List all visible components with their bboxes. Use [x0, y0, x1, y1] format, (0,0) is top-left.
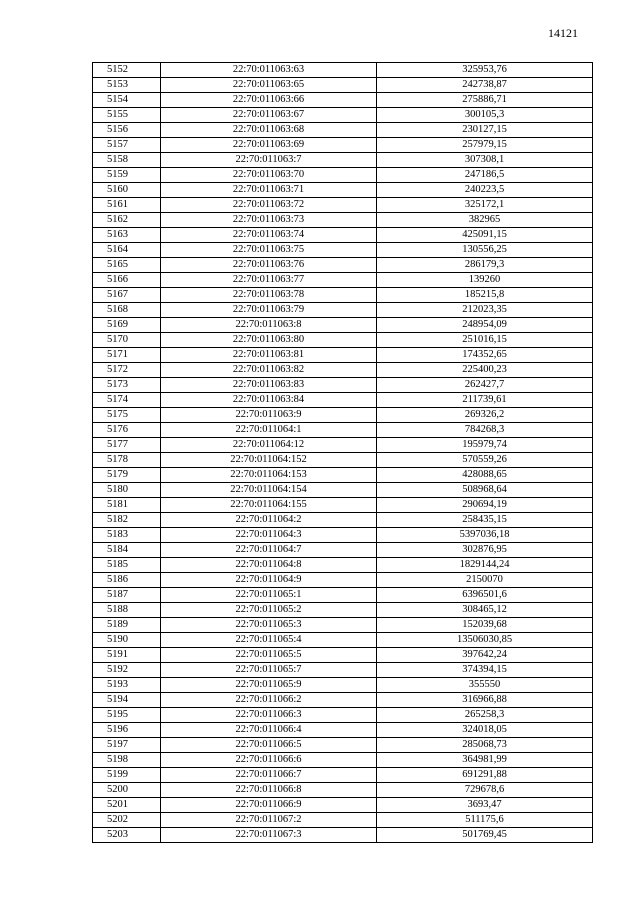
value-cell: 13506030,85: [377, 633, 593, 648]
cadastral-number-cell: 22:70:011064:9: [161, 573, 377, 588]
cadastral-number-cell: 22:70:011063:71: [161, 183, 377, 198]
table-row: [93, 243, 593, 258]
cadastral-number-cell: 22:70:011064:154: [161, 483, 377, 498]
value-cell: 302876,95: [377, 543, 593, 558]
row-number-cell: 5162: [93, 213, 161, 228]
table-row: [93, 468, 593, 483]
table-row: [93, 618, 593, 633]
value-cell: 325953,76: [377, 63, 593, 78]
value-cell: 355550: [377, 678, 593, 693]
cadastral-number-cell: 22:70:011064:7: [161, 543, 377, 558]
value-cell: 242738,87: [377, 78, 593, 93]
table-row: [93, 153, 593, 168]
value-cell: 185215,8: [377, 288, 593, 303]
row-number-cell: 5198: [93, 753, 161, 768]
row-number-cell: 5168: [93, 303, 161, 318]
row-number-cell: 5192: [93, 663, 161, 678]
row-number-cell: 5189: [93, 618, 161, 633]
cadastral-number-cell: 22:70:011063:72: [161, 198, 377, 213]
table-row: [93, 588, 593, 603]
table-row: [93, 708, 593, 723]
row-number-cell: 5160: [93, 183, 161, 198]
value-cell: 257979,15: [377, 138, 593, 153]
value-cell: 240223,5: [377, 183, 593, 198]
cadastral-number-cell: 22:70:011063:67: [161, 108, 377, 123]
row-number-cell: 5190: [93, 633, 161, 648]
table-row: [93, 93, 593, 108]
cadastral-number-cell: 22:70:011063:78: [161, 288, 377, 303]
row-number-cell: 5180: [93, 483, 161, 498]
cadastral-number-cell: 22:70:011065:5: [161, 648, 377, 663]
value-cell: 248954,09: [377, 318, 593, 333]
cadastral-number-cell: 22:70:011067:3: [161, 828, 377, 843]
value-cell: 729678,6: [377, 783, 593, 798]
row-number-cell: 5179: [93, 468, 161, 483]
cadastral-number-cell: 22:70:011066:5: [161, 738, 377, 753]
cadastral-number-cell: 22:70:011063:83: [161, 378, 377, 393]
row-number-cell: 5177: [93, 438, 161, 453]
cadastral-number-cell: 22:70:011066:6: [161, 753, 377, 768]
value-cell: 2150070: [377, 573, 593, 588]
value-cell: 258435,15: [377, 513, 593, 528]
row-number-cell: 5185: [93, 558, 161, 573]
table-row: [93, 438, 593, 453]
table-row: [93, 768, 593, 783]
row-number-cell: 5183: [93, 528, 161, 543]
table-row: [93, 498, 593, 513]
table-row: [93, 408, 593, 423]
table-row: [93, 603, 593, 618]
row-number-cell: 5171: [93, 348, 161, 363]
value-cell: 3693,47: [377, 798, 593, 813]
cadastral-number-cell: 22:70:011063:76: [161, 258, 377, 273]
cadastral-number-cell: 22:70:011064:3: [161, 528, 377, 543]
table-row: [93, 483, 593, 498]
row-number-cell: 5202: [93, 813, 161, 828]
cadastral-number-cell: 22:70:011064:8: [161, 558, 377, 573]
table-row: [93, 663, 593, 678]
cadastral-number-cell: 22:70:011065:1: [161, 588, 377, 603]
cadastral-number-cell: 22:70:011063:8: [161, 318, 377, 333]
table-row: [93, 168, 593, 183]
cadastral-number-cell: 22:70:011063:70: [161, 168, 377, 183]
row-number-cell: 5200: [93, 783, 161, 798]
row-number-cell: 5175: [93, 408, 161, 423]
cadastral-number-cell: 22:70:011063:7: [161, 153, 377, 168]
cadastral-number-cell: 22:70:011063:84: [161, 393, 377, 408]
value-cell: 784268,3: [377, 423, 593, 438]
cadastral-number-cell: 22:70:011063:77: [161, 273, 377, 288]
row-number-cell: 5174: [93, 393, 161, 408]
row-number-cell: 5158: [93, 153, 161, 168]
cadastral-number-cell: 22:70:011063:66: [161, 93, 377, 108]
cadastral-number-cell: 22:70:011063:9: [161, 408, 377, 423]
value-cell: 428088,65: [377, 468, 593, 483]
table-row: [93, 513, 593, 528]
cadastral-number-cell: 22:70:011063:73: [161, 213, 377, 228]
value-cell: 382965: [377, 213, 593, 228]
value-cell: 251016,15: [377, 333, 593, 348]
table-row: [93, 828, 593, 843]
row-number-cell: 5157: [93, 138, 161, 153]
cadastral-number-cell: 22:70:011063:69: [161, 138, 377, 153]
cadastral-number-cell: 22:70:011065:2: [161, 603, 377, 618]
cadastral-number-cell: 22:70:011067:2: [161, 813, 377, 828]
page-number: 14121: [548, 26, 578, 40]
value-cell: 691291,88: [377, 768, 593, 783]
cadastral-number-cell: 22:70:011066:4: [161, 723, 377, 738]
row-number-cell: 5203: [93, 828, 161, 843]
row-number-cell: 5184: [93, 543, 161, 558]
row-number-cell: 5196: [93, 723, 161, 738]
cadastral-number-cell: 22:70:011066:2: [161, 693, 377, 708]
row-number-cell: 5172: [93, 363, 161, 378]
table-row: [93, 258, 593, 273]
value-cell: 325172,1: [377, 198, 593, 213]
table-row: [93, 783, 593, 798]
cadastral-number-cell: 22:70:011063:82: [161, 363, 377, 378]
cadastral-number-cell: 22:70:011063:75: [161, 243, 377, 258]
value-cell: 316966,88: [377, 693, 593, 708]
value-cell: 130556,25: [377, 243, 593, 258]
row-number-cell: 5191: [93, 648, 161, 663]
table-row: [93, 333, 593, 348]
value-cell: 265258,3: [377, 708, 593, 723]
cadastral-number-cell: 22:70:011065:4: [161, 633, 377, 648]
cadastral-number-cell: 22:70:011064:12: [161, 438, 377, 453]
row-number-cell: 5156: [93, 123, 161, 138]
row-number-cell: 5181: [93, 498, 161, 513]
value-cell: 570559,26: [377, 453, 593, 468]
table-row: [93, 528, 593, 543]
row-number-cell: 5161: [93, 198, 161, 213]
row-number-cell: 5187: [93, 588, 161, 603]
value-cell: 307308,1: [377, 153, 593, 168]
value-cell: 247186,5: [377, 168, 593, 183]
row-number-cell: 5169: [93, 318, 161, 333]
table-row: [93, 303, 593, 318]
row-number-cell: 5194: [93, 693, 161, 708]
row-number-cell: 5152: [93, 63, 161, 78]
row-number-cell: 5165: [93, 258, 161, 273]
row-number-cell: 5159: [93, 168, 161, 183]
row-number-cell: 5167: [93, 288, 161, 303]
value-cell: 308465,12: [377, 603, 593, 618]
cadastral-number-cell: 22:70:011063:80: [161, 333, 377, 348]
cadastral-number-cell: 22:70:011064:1: [161, 423, 377, 438]
row-number-cell: 5199: [93, 768, 161, 783]
value-cell: 152039,68: [377, 618, 593, 633]
value-cell: 425091,15: [377, 228, 593, 243]
value-cell: 211739,61: [377, 393, 593, 408]
table-row: [93, 318, 593, 333]
value-cell: 174352,65: [377, 348, 593, 363]
table-row: [93, 288, 593, 303]
value-cell: 285068,73: [377, 738, 593, 753]
value-cell: 1829144,24: [377, 558, 593, 573]
table-row: [93, 198, 593, 213]
table-row: [93, 63, 593, 78]
table-row: [93, 573, 593, 588]
cadastral-number-cell: 22:70:011063:68: [161, 123, 377, 138]
cadastral-number-cell: 22:70:011063:81: [161, 348, 377, 363]
table-row: [93, 78, 593, 93]
table-row: [93, 348, 593, 363]
cadastral-number-cell: 22:70:011064:153: [161, 468, 377, 483]
value-cell: 324018,05: [377, 723, 593, 738]
table-row: [93, 213, 593, 228]
row-number-cell: 5195: [93, 708, 161, 723]
value-cell: 508968,64: [377, 483, 593, 498]
row-number-cell: 5176: [93, 423, 161, 438]
cadastral-number-cell: 22:70:011065:3: [161, 618, 377, 633]
row-number-cell: 5164: [93, 243, 161, 258]
table-row: [93, 393, 593, 408]
table-row: [93, 138, 593, 153]
table-row: [93, 798, 593, 813]
cadastral-number-cell: 22:70:011066:7: [161, 768, 377, 783]
cadastral-number-cell: 22:70:011064:155: [161, 498, 377, 513]
value-cell: 212023,35: [377, 303, 593, 318]
value-cell: 6396501,6: [377, 588, 593, 603]
row-number-cell: 5197: [93, 738, 161, 753]
table-row: [93, 678, 593, 693]
row-number-cell: 5154: [93, 93, 161, 108]
table-row: [93, 423, 593, 438]
cadastral-number-cell: 22:70:011064:2: [161, 513, 377, 528]
table-row: [93, 753, 593, 768]
row-number-cell: 5201: [93, 798, 161, 813]
cadastral-number-cell: 22:70:011063:65: [161, 78, 377, 93]
table-row: [93, 228, 593, 243]
table-row: [93, 453, 593, 468]
table-row: [93, 813, 593, 828]
value-cell: 230127,15: [377, 123, 593, 138]
row-number-cell: 5186: [93, 573, 161, 588]
row-number-cell: 5163: [93, 228, 161, 243]
value-cell: 269326,2: [377, 408, 593, 423]
table-row: [93, 123, 593, 138]
value-cell: 290694,19: [377, 498, 593, 513]
row-number-cell: 5155: [93, 108, 161, 123]
value-cell: 364981,99: [377, 753, 593, 768]
value-cell: 275886,71: [377, 93, 593, 108]
table-row: [93, 723, 593, 738]
value-cell: 195979,74: [377, 438, 593, 453]
row-number-cell: 5153: [93, 78, 161, 93]
row-number-cell: 5193: [93, 678, 161, 693]
cadastral-number-cell: 22:70:011065:9: [161, 678, 377, 693]
table-row: [93, 273, 593, 288]
value-cell: 511175,6: [377, 813, 593, 828]
cadastral-number-cell: 22:70:011066:8: [161, 783, 377, 798]
table-row: [93, 363, 593, 378]
value-cell: 397642,24: [377, 648, 593, 663]
row-number-cell: 5170: [93, 333, 161, 348]
table-row: [93, 738, 593, 753]
row-number-cell: 5173: [93, 378, 161, 393]
row-number-cell: 5182: [93, 513, 161, 528]
table-row: [93, 108, 593, 123]
cadastral-number-cell: 22:70:011063:79: [161, 303, 377, 318]
table-row: [93, 558, 593, 573]
value-cell: 300105,3: [377, 108, 593, 123]
table-row: [93, 693, 593, 708]
value-cell: 5397036,18: [377, 528, 593, 543]
cadastral-number-cell: 22:70:011063:63: [161, 63, 377, 78]
value-cell: 225400,23: [377, 363, 593, 378]
row-number-cell: 5166: [93, 273, 161, 288]
value-cell: 139260: [377, 273, 593, 288]
value-cell: 501769,45: [377, 828, 593, 843]
value-cell: 286179,3: [377, 258, 593, 273]
table-row: [93, 543, 593, 558]
table-row: [93, 633, 593, 648]
row-number-cell: 5188: [93, 603, 161, 618]
cadastral-table: [92, 62, 593, 843]
cadastral-number-cell: 22:70:011065:7: [161, 663, 377, 678]
cadastral-number-cell: 22:70:011063:74: [161, 228, 377, 243]
cadastral-number-cell: 22:70:011066:3: [161, 708, 377, 723]
cadastral-number-cell: 22:70:011066:9: [161, 798, 377, 813]
value-cell: 374394,15: [377, 663, 593, 678]
table-row: [93, 378, 593, 393]
table-row: [93, 183, 593, 198]
cadastral-number-cell: 22:70:011064:152: [161, 453, 377, 468]
row-number-cell: 5178: [93, 453, 161, 468]
value-cell: 262427,7: [377, 378, 593, 393]
table-row: [93, 648, 593, 663]
table-body: [93, 63, 593, 843]
